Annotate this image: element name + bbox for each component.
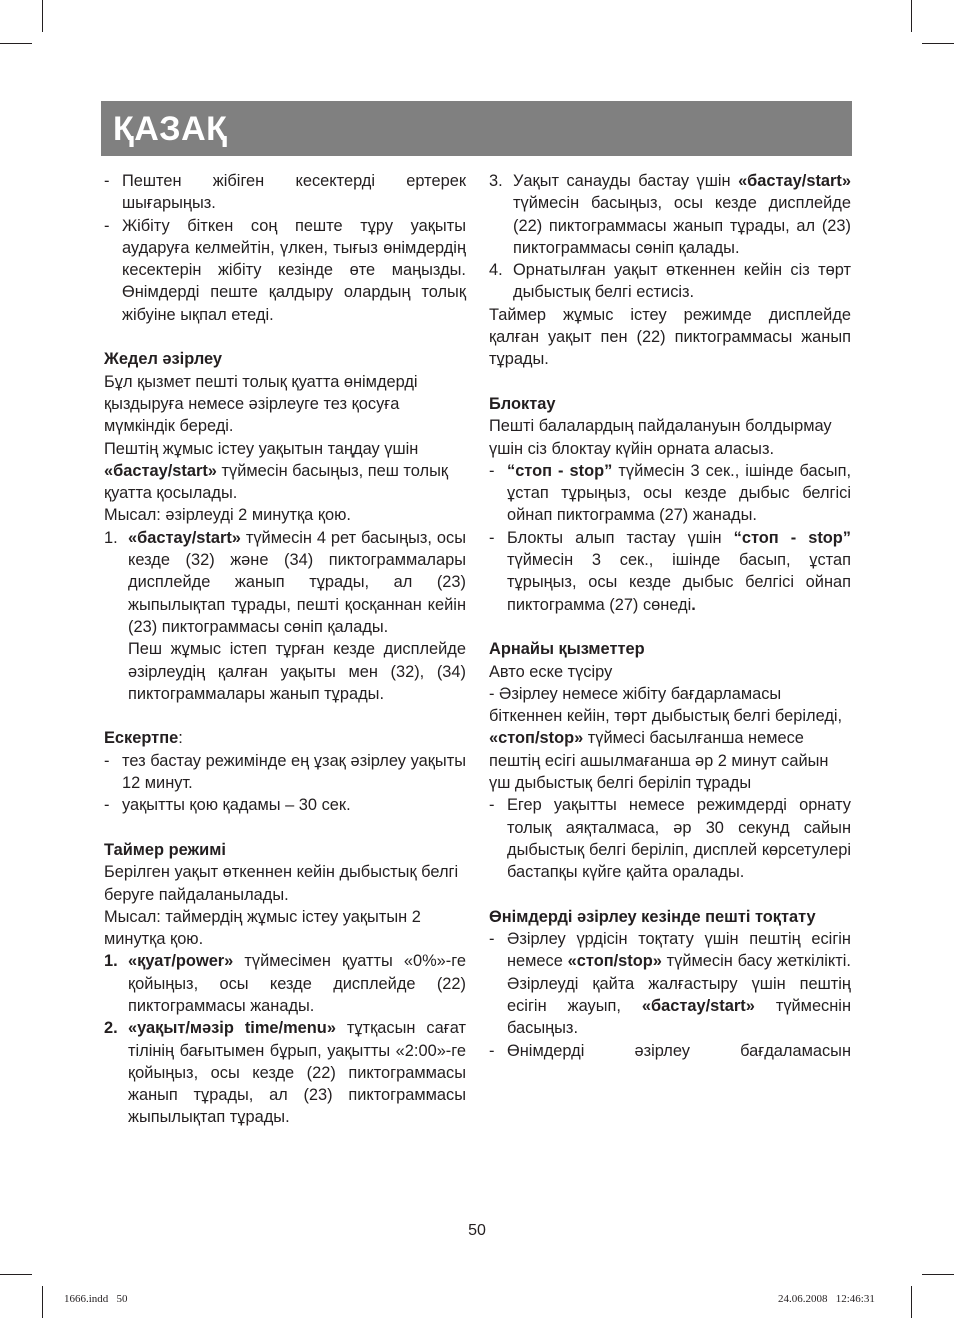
list-item: - уақытты қою қадамы – 30 сек. bbox=[104, 796, 351, 815]
paragraph: Пештің жұмыс істеу уақытын таңдау үшін «бастау/start» түймесін басыңыз, пеш толық қуатта қосылады. bbox=[104, 439, 449, 503]
list-item: 4. Орнатылған уақыт өткеннен кейін сіз төрт дыбыстық белгі естисіз. bbox=[489, 261, 851, 302]
paragraph: Авто еске түсіру bbox=[489, 662, 613, 681]
list-item: - Әзірлеу үрдісін тоқтату үшін пештің есігін немесе «стоп/stop» түймесін басу жеткілікті. Әзірлеуді қайта жалғастыру үшін пештің есігін жауып, «бастау/start» түймеснін басыңыз. bbox=[489, 930, 851, 1038]
crop-mark bbox=[922, 43, 954, 44]
list-item: - тез бастау режимінде ең ұзақ әзірлеу уақыты 12 минут. bbox=[104, 751, 466, 793]
list-item: 1. «қуат/power» түймесімен қуатты «0%»-ге қойыңыз, осы кезде дисплейде (22) пиктограммасы жанады. bbox=[104, 952, 466, 1015]
paragraph: Мысал: әзірлеуді 2 минутқа қою. bbox=[104, 506, 351, 525]
crop-mark bbox=[42, 0, 43, 32]
section-heading: Өнімдерді әзірлеу кезінде пешті тоқтату bbox=[489, 907, 816, 926]
list-item-continuation: Пеш жұмыс істеп тұрған кезде дисплейде әзірлеудің қалған уақыты мен (32), (34) пиктограммалары жанып тұрады. bbox=[128, 640, 466, 703]
list-item: 2. «уақыт/мәзір time/menu» тұтқасын сағат тілінің бағытымен бұрып, уақытты «2:00»-ге қойыңыз, осы кезде (22) пиктограммасы жанып тұрады, ал (23) пиктограммасы жыпылықтап тұрады. bbox=[104, 1019, 466, 1127]
list-item: - Егер уақытты немесе режимдерді орнату толық аяқталмаса, әр 30 секунд сайын дыбыстық белгі беріліп, дисплей көрсетулері бастапқы күйге қайта оралады. bbox=[489, 796, 851, 882]
crop-mark bbox=[0, 43, 32, 44]
paragraph: Таймер жұмыс істеу режимде дисплейде қалған уақыт пен (22) пиктограммасы жанып тұрады. bbox=[489, 305, 851, 369]
paragraph: Бұл қызмет пешті толық қуатта өнімдерді қыздыруға немесе әзірлеуге тез қосуға мүмкіндік береді. bbox=[104, 372, 418, 436]
right-column bbox=[489, 170, 851, 1062]
section-heading: Арнайы қызметтер bbox=[489, 640, 645, 659]
crop-mark bbox=[911, 0, 912, 32]
crop-mark bbox=[911, 1286, 912, 1318]
section-heading: Таймер режимі bbox=[104, 840, 226, 859]
list-item: - Блокты алып тастау үшін “стоп - stop” түймесін 3 сек., ішінде басып, ұстап тұрыңыз, осы кезде дыбыс белгісі ойнап пиктограмма (27) сөнеді. bbox=[489, 528, 851, 614]
language-header-bar bbox=[101, 101, 852, 156]
list-item: 1. «бастау/start» түймесін 4 рет басыңыз, осы кезде (32) және (34) пиктограммалары дисплейде жанып тұрады, ал (23) жыпылықтап тұрады, пешті қосқаннан кейін (23) пиктограммасы сөніп қалады. bbox=[104, 528, 466, 636]
page-title: ҚАЗАҚ bbox=[113, 110, 228, 148]
left-column bbox=[104, 170, 466, 1129]
section-heading: Блоктау bbox=[489, 394, 556, 413]
crop-mark bbox=[922, 1274, 954, 1275]
list-item: - “стоп - stop” түймесін 3 сек., ішінде басып, ұстап тұрыңыз, осы кезде дыбыс белгісі ойнап пиктограмма (27) жанады. bbox=[489, 461, 851, 525]
page-number: 50 bbox=[468, 1222, 486, 1239]
paragraph: Мысал: таймердің жұмыс істеу уақытын 2 минутқа қою. bbox=[104, 907, 421, 949]
list-item: - Өнімдерді әзірлеу бағдаламасын bbox=[489, 1041, 851, 1060]
crop-mark bbox=[42, 1286, 43, 1318]
print-slug-date: 24.06.2008 12:46:31 bbox=[778, 1293, 875, 1305]
print-slug-file: 1666.indd 50 bbox=[64, 1293, 128, 1305]
paragraph: Берілген уақыт өткеннен кейін дыбыстық белгі беруге пайдаланылады. bbox=[104, 863, 459, 904]
list-item: - Пештен жібіген кесектерді ертерек шығарыңыз. bbox=[104, 172, 466, 213]
list-item: 3. Уақыт санауды бастау үшін «бастау/start» түймесін басыңыз, осы кезде дисплейде (22) пиктограммасы жанып тұрады, ал (23) пиктограммасы сөніп қалады. bbox=[489, 172, 851, 257]
section-heading: Жедел әзірлеу bbox=[104, 350, 223, 369]
paragraph: - Әзірлеу немесе жібіту бағдарламасы біткеннен кейін, төрт дыбыстық белгі беріледі, «стоп/stop» түймесі басылғанша немесе пештің есігі ашылмағанша әр 2 минут сайын үш дыбыстық белгі беріліп тұрады bbox=[489, 684, 843, 793]
list-item: - Жібіту біткен соң пеште тұру уақыты аударуға келмейтін, үлкен, тығыз өнімдердің кесектерін жібіту кезінде өте маңызды. Өнімдерді пеште қалдыру олардың толық жібуіне ықпал етеді. bbox=[104, 216, 466, 324]
section-heading: Ескертпе: bbox=[104, 729, 183, 748]
crop-mark bbox=[0, 1274, 32, 1275]
paragraph: Пешті балалардың пайдалануын болдырмау үшін сіз блоктау күйін орната аласыз. bbox=[489, 417, 832, 458]
